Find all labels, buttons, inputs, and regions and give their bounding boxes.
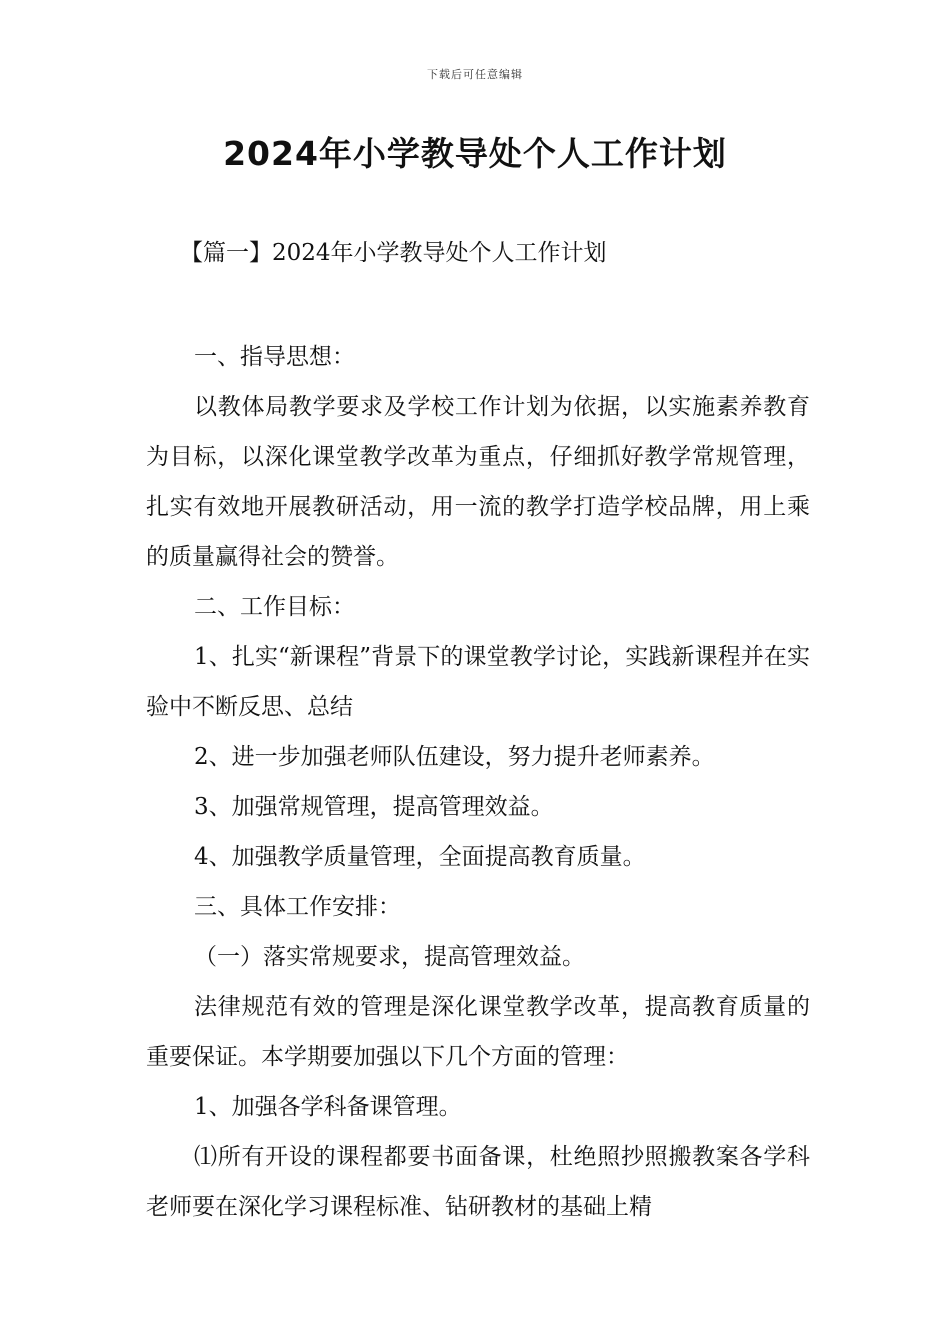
- document-body: [146, 332, 810, 1232]
- document-title: 2024年小学教导处个人工作计划: [223, 134, 727, 173]
- header-note: 下载后可任意编辑: [427, 68, 523, 81]
- goal-item-3: 3、加强常规管理，提高管理效益。: [194, 794, 554, 820]
- item-lesson-prep-detail: ⑴所有开设的课程都要书面备课，杜绝照抄照搬教案各学科老师要在深化学习课程标准、钻研教材的基础上精: [146, 1144, 810, 1220]
- goal-item-2: 2、进一步加强老师队伍建设，努力提升老师素养。: [194, 744, 715, 770]
- section-heading: 【篇一】2024年小学教导处个人工作计划: [180, 240, 607, 266]
- heading-work-goals: 二、工作目标：: [194, 594, 355, 620]
- heading-guiding-ideology: 一、指导思想：: [194, 344, 355, 370]
- paragraph-guiding-ideology: 以教体局教学要求及学校工作计划为依据，以实施素养教育为目标，以深化课堂教学改革为重点，仔细抓好教学常规管理，扎实有效地开展教研活动，用一流的教学打造学校品牌，用上乘的质量赢得社会的赞誉。: [146, 394, 810, 570]
- item-lesson-prep: 1、加强各学科备课管理。: [194, 1094, 462, 1120]
- goal-item-4: 4、加强教学质量管理，全面提高教育质量。: [194, 844, 646, 870]
- goal-item-1: 1、扎实“新课程”背景下的课堂教学讨论，实践新课程并在实验中不断反思、总结: [146, 644, 810, 720]
- heading-work-arrangements: 三、具体工作安排：: [194, 894, 401, 920]
- subheading-routine-requirements: （一）落实常规要求，提高管理效益。: [194, 944, 585, 970]
- paragraph-management: 法律规范有效的管理是深化课堂教学改革，提高教育质量的重要保证。本学期要加强以下几个方面的管理：: [146, 994, 810, 1070]
